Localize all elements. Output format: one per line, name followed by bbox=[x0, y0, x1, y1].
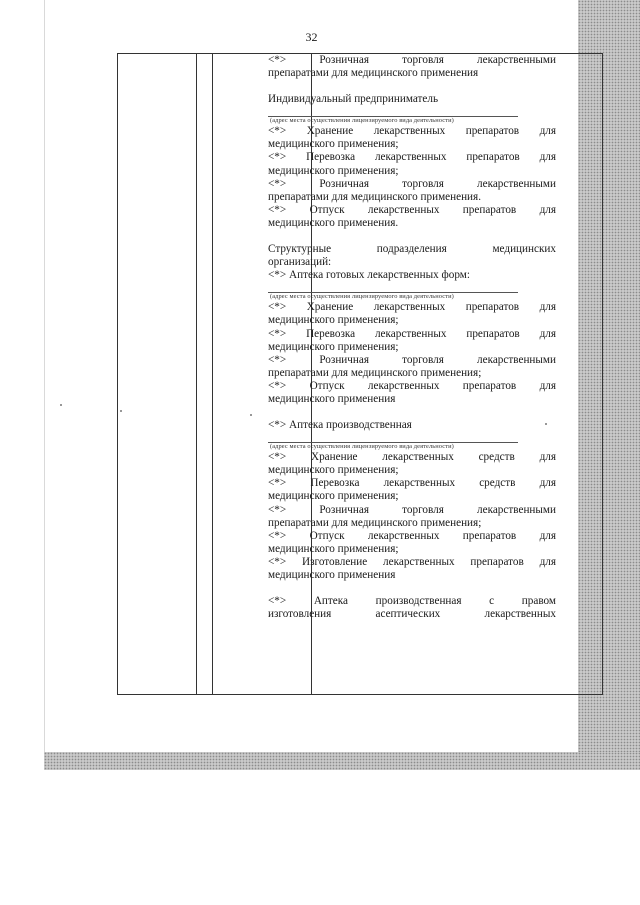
address-caption: (адрес места осуществления лицензируемого вида деятельности) bbox=[270, 117, 454, 125]
text-line: <*> Розничная торговля лекарственными bbox=[268, 503, 556, 516]
text-line: <*> Хранение лекарственных средств для bbox=[268, 451, 556, 464]
text-line: медицинского применения; bbox=[268, 464, 399, 477]
text-line: препаратами для медицинского применения bbox=[268, 67, 479, 80]
text-line: <*> Розничная торговля лекарственными bbox=[268, 177, 556, 190]
scan-speck bbox=[120, 410, 122, 412]
entity-heading: организаций: bbox=[268, 256, 332, 269]
text-line: <*> Хранение лекарственных препаратов для bbox=[268, 125, 556, 138]
text-line: <*> Изготовление лекарственных препаратов для bbox=[268, 555, 556, 568]
text-line: медицинского применения; bbox=[268, 164, 399, 177]
entity-heading: Индивидуальный предприниматель bbox=[268, 93, 439, 106]
scan-border-bottom bbox=[44, 752, 640, 770]
subdivision-heading: <*> Аптека готовых лекарственных форм: bbox=[268, 269, 470, 282]
address-caption: (адрес места осуществления лицензируемого вида деятельности) bbox=[270, 293, 454, 301]
scan-speck bbox=[60, 404, 62, 406]
text-line: изготовления асептических лекарственных bbox=[268, 608, 556, 621]
table-column-divider bbox=[212, 54, 213, 694]
text-line: медицинского применения; bbox=[268, 490, 399, 503]
text-line: медицинского применения; bbox=[268, 340, 399, 353]
text-line: <*> Розничная торговля лекарственными bbox=[268, 54, 556, 66]
text-line: медицинского применения; bbox=[268, 314, 399, 327]
text-line: медицинского применения bbox=[268, 392, 396, 405]
text-line: <*> Отпуск лекарственных препаратов для bbox=[268, 203, 556, 216]
address-caption: (адрес места осуществления лицензируемого вида деятельности) bbox=[270, 443, 454, 451]
text-line: препаратами для медицинского применения; bbox=[268, 516, 482, 529]
scan-speck bbox=[250, 414, 252, 416]
text-line: <*> Хранение лекарственных препаратов для bbox=[268, 301, 556, 314]
entity-heading: Структурные подразделения медицинских bbox=[268, 243, 556, 256]
text-line: <*> Перевозка лекарственных средств для bbox=[268, 477, 556, 490]
subdivision-heading: <*> Аптека производственная с правом bbox=[268, 595, 556, 608]
text-line: медицинского применения; bbox=[268, 138, 399, 151]
text-line: препаратами для медицинского применения; bbox=[268, 366, 482, 379]
text-line: <*> Розничная торговля лекарственными bbox=[268, 353, 556, 366]
text-line: медицинского применения. bbox=[268, 216, 399, 229]
text-line: медицинского применения bbox=[268, 569, 396, 581]
table-column-divider bbox=[196, 54, 197, 694]
text-line: <*> Отпуск лекарственных препаратов для bbox=[268, 529, 556, 542]
page-number: 32 bbox=[305, 30, 318, 44]
text-line: медицинского применения; bbox=[268, 542, 399, 555]
table-cell-activities bbox=[268, 54, 556, 694]
text-line: <*> Отпуск лекарственных препаратов для bbox=[268, 379, 556, 392]
subdivision-heading: <*> Аптека производственная bbox=[268, 419, 412, 432]
text-line: <*> Перевозка лекарственных препаратов для bbox=[268, 327, 556, 340]
text-line: препаратами для медицинского применения. bbox=[268, 190, 481, 203]
text-line: <*> Перевозка лекарственных препаратов для bbox=[268, 151, 556, 164]
